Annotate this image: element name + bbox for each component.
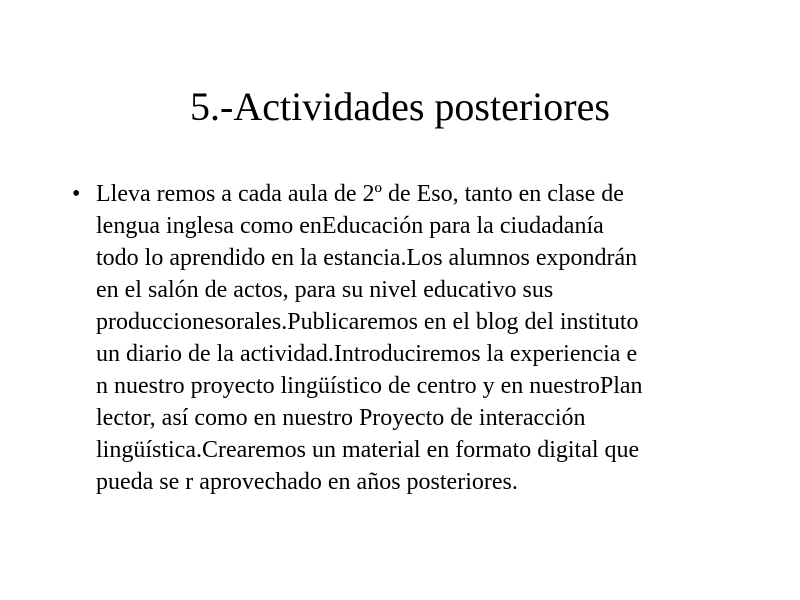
bullet-text-line: produccionesorales.Publicaremos en el blog del instituto bbox=[96, 309, 639, 335]
bullet-text-line: todo lo aprendido en la estancia.Los alumnos expondrán bbox=[96, 245, 638, 271]
bullet-item bbox=[72, 178, 752, 498]
bullet-text-line: n nuestro proyecto lingüístico de centro y en nuestroPlan bbox=[96, 373, 643, 399]
bullet-text-line: lingüística.Crearemos un material en formato digital que bbox=[96, 437, 640, 463]
bullet-text-line: lector, así como en nuestro Proyecto de interacción bbox=[96, 405, 586, 431]
bullet-text-line: en el salón de actos, para su nivel educativo sus bbox=[96, 277, 554, 303]
bullet-text-line: pueda se r aprovechado en años posteriores. bbox=[96, 469, 518, 495]
bullet-text-line: un diario de la actividad.Introduciremos la experiencia e bbox=[96, 341, 638, 367]
bullet-marker: • bbox=[72, 181, 81, 207]
bullet-text-line: lengua inglesa como enEducación para la ciudadanía bbox=[96, 213, 604, 239]
bullet-list bbox=[72, 178, 752, 498]
slide-title: 5.-Actividades posteriores bbox=[190, 84, 610, 129]
bullet-text-line: Lleva remos a cada aula de 2º de Eso, tanto en clase de bbox=[96, 181, 624, 207]
